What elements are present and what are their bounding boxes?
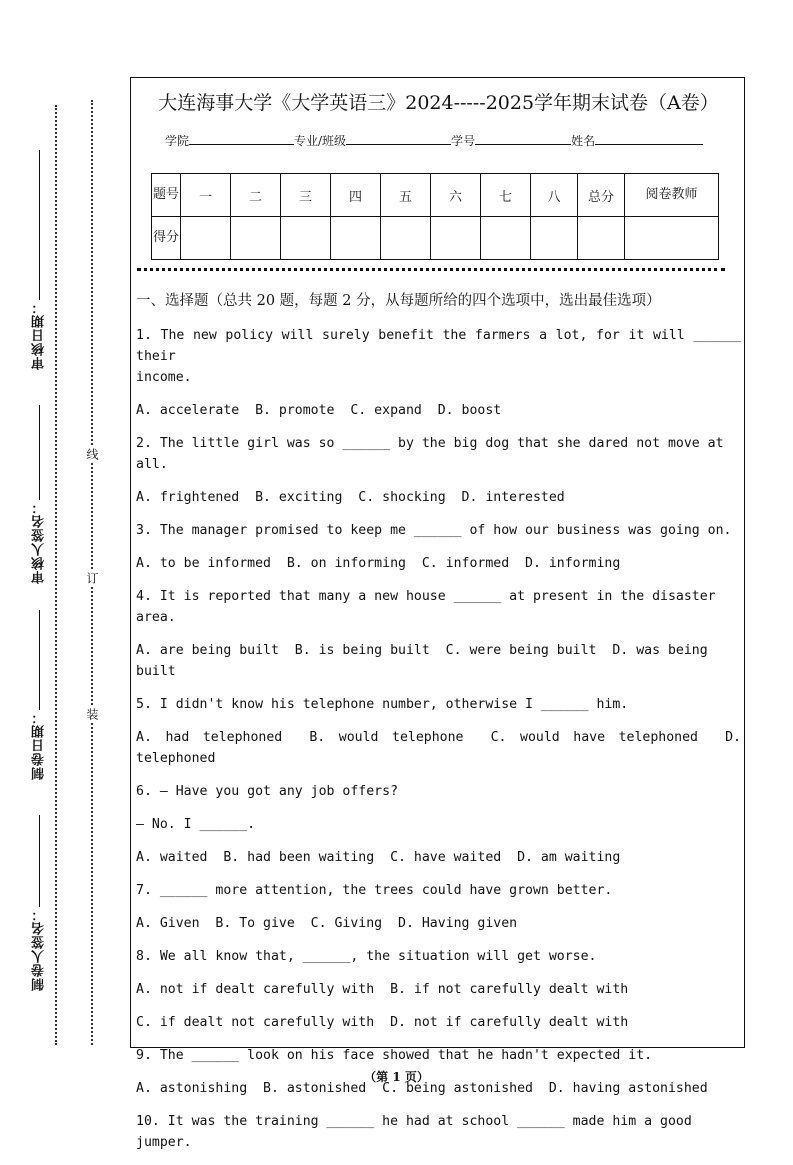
question-options-cont: C. if dealt not carefully with D. not if carefully dealt with bbox=[136, 1015, 629, 1030]
review-date-label: 审核日期： bbox=[31, 300, 47, 370]
score-cell-5[interactable] bbox=[381, 217, 431, 260]
question-stem: 7. ______ more attention, the trees could have grown better. bbox=[136, 883, 613, 898]
question-5 bbox=[136, 694, 741, 769]
question-3 bbox=[136, 520, 741, 574]
cut-line-outer bbox=[55, 105, 57, 1045]
prepare-date-field bbox=[25, 610, 53, 780]
field-label-name: 姓名 bbox=[571, 134, 596, 148]
score-row-label: 得分 bbox=[152, 217, 181, 260]
question-stem: 8. We all know that, ______, the situation will get worse. bbox=[136, 949, 597, 964]
score-table bbox=[151, 173, 719, 260]
reviewer-signature-line bbox=[39, 405, 40, 500]
score-header-1: 一 bbox=[181, 174, 231, 217]
question-6 bbox=[136, 781, 741, 868]
major-blank[interactable] bbox=[346, 132, 451, 145]
question-list bbox=[136, 291, 749, 1165]
question-2 bbox=[136, 433, 741, 508]
score-cell-1[interactable] bbox=[181, 217, 231, 260]
question-stem: 9. The ______ look on his face showed that he hadn't expected it. bbox=[136, 1048, 653, 1063]
question-options-cont: telephoned bbox=[136, 751, 216, 766]
question-options: A. waited B. had been waiting C. have waited D. am waiting bbox=[136, 850, 621, 865]
field-label-student-id: 学号 bbox=[451, 134, 476, 148]
student-id-blank[interactable] bbox=[475, 132, 571, 145]
question-options: A. not if dealt carefully with B. if not carefully dealt with bbox=[136, 982, 629, 997]
score-cell-8[interactable] bbox=[531, 217, 578, 260]
question-stem: 1. The new policy will surely benefit the farmers a lot, for it will ______ their bbox=[136, 328, 749, 364]
preparer-signature-line bbox=[39, 815, 40, 907]
question-stem-cont: income. bbox=[136, 370, 192, 385]
question-options: A. had telephoned B. would telephone C. would have telephoned D. bbox=[136, 730, 741, 745]
reviewer-signature-field bbox=[25, 405, 53, 584]
question-10 bbox=[136, 1111, 741, 1153]
question-stem: 3. The manager promised to keep me ______ of how our business was going on. bbox=[136, 523, 732, 538]
score-cell-7[interactable] bbox=[481, 217, 531, 260]
exam-title: 大连海事大学《大学英语三》2024-----2025学年期末试卷（A卷） bbox=[158, 92, 719, 114]
question-stem: 4. It is reported that many a new house ______ at present in the disaster area. bbox=[136, 589, 724, 625]
question-stem: 5. I didn't know his telephone number, otherwise I ______ him. bbox=[136, 697, 629, 712]
prepare-date-label: 制卷日期： bbox=[31, 710, 47, 780]
question-options: A. accelerate B. promote C. expand D. boost bbox=[136, 403, 502, 418]
binding-char-bind: 装 bbox=[85, 708, 99, 720]
question-options: A. frightened B. exciting C. shocking D. interested bbox=[136, 490, 565, 505]
review-date-line bbox=[39, 150, 40, 300]
score-header-grader: 阅卷教师 bbox=[625, 174, 719, 217]
score-header-label: 题号 bbox=[152, 174, 181, 217]
question-options: A. are being built B. is being built C. were being built D. was being built bbox=[136, 643, 716, 679]
preparer-signature-field bbox=[25, 815, 53, 991]
field-label-major: 专业/班级 bbox=[294, 134, 347, 148]
question-options: A. Given B. To give C. Giving D. Having given bbox=[136, 916, 518, 931]
score-header-4: 四 bbox=[331, 174, 381, 217]
score-cell-6[interactable] bbox=[431, 217, 481, 260]
dotted-separator bbox=[137, 268, 725, 271]
college-blank[interactable] bbox=[189, 132, 294, 145]
score-header-3: 三 bbox=[281, 174, 331, 217]
binding-char-order: 订 bbox=[85, 572, 99, 584]
score-header-total: 总分 bbox=[578, 174, 625, 217]
question-stem: 2. The little girl was so ______ by the big dog that she dared not move at all. bbox=[136, 436, 732, 472]
question-options: A. to be informed B. on informing C. informed D. informing bbox=[136, 556, 621, 571]
prepare-date-line bbox=[39, 610, 40, 710]
score-cell-grader[interactable] bbox=[625, 217, 719, 260]
question-stem: 10. It was the training ______ he had at school ______ made him a good jumper. bbox=[136, 1114, 700, 1150]
score-header-2: 二 bbox=[231, 174, 281, 217]
question-options: A. astonishing B. astonished C. being astonished D. having astonished bbox=[136, 1081, 708, 1096]
score-header-5: 五 bbox=[381, 174, 431, 217]
question-stem: 6. — Have you got any job offers? bbox=[136, 784, 399, 799]
page-number: （第 1 页） bbox=[364, 1070, 429, 1084]
score-cell-4[interactable] bbox=[331, 217, 381, 260]
question-1 bbox=[136, 325, 749, 421]
score-cell-3[interactable] bbox=[281, 217, 331, 260]
student-info-row bbox=[165, 132, 703, 149]
reviewer-signature-label: 审核人签名： bbox=[31, 500, 47, 584]
preparer-signature-label: 制卷人签名： bbox=[31, 907, 47, 991]
review-date-field bbox=[25, 150, 53, 370]
question-7 bbox=[136, 880, 741, 934]
name-blank[interactable] bbox=[595, 132, 703, 145]
score-cell-total[interactable] bbox=[578, 217, 625, 260]
field-label-college: 学院 bbox=[165, 134, 190, 148]
binding-char-line: 线 bbox=[85, 448, 99, 460]
section-heading: 一、选择题（总共 20 题，每题 2 分，从每题所给的四个选项中，选出最佳选项） bbox=[136, 293, 661, 309]
score-header-6: 六 bbox=[431, 174, 481, 217]
score-header-8: 八 bbox=[531, 174, 578, 217]
question-stem-cont: — No. I ______. bbox=[136, 817, 256, 832]
question-8 bbox=[136, 946, 741, 1033]
question-4 bbox=[136, 586, 741, 682]
score-header-7: 七 bbox=[481, 174, 531, 217]
score-cell-2[interactable] bbox=[231, 217, 281, 260]
